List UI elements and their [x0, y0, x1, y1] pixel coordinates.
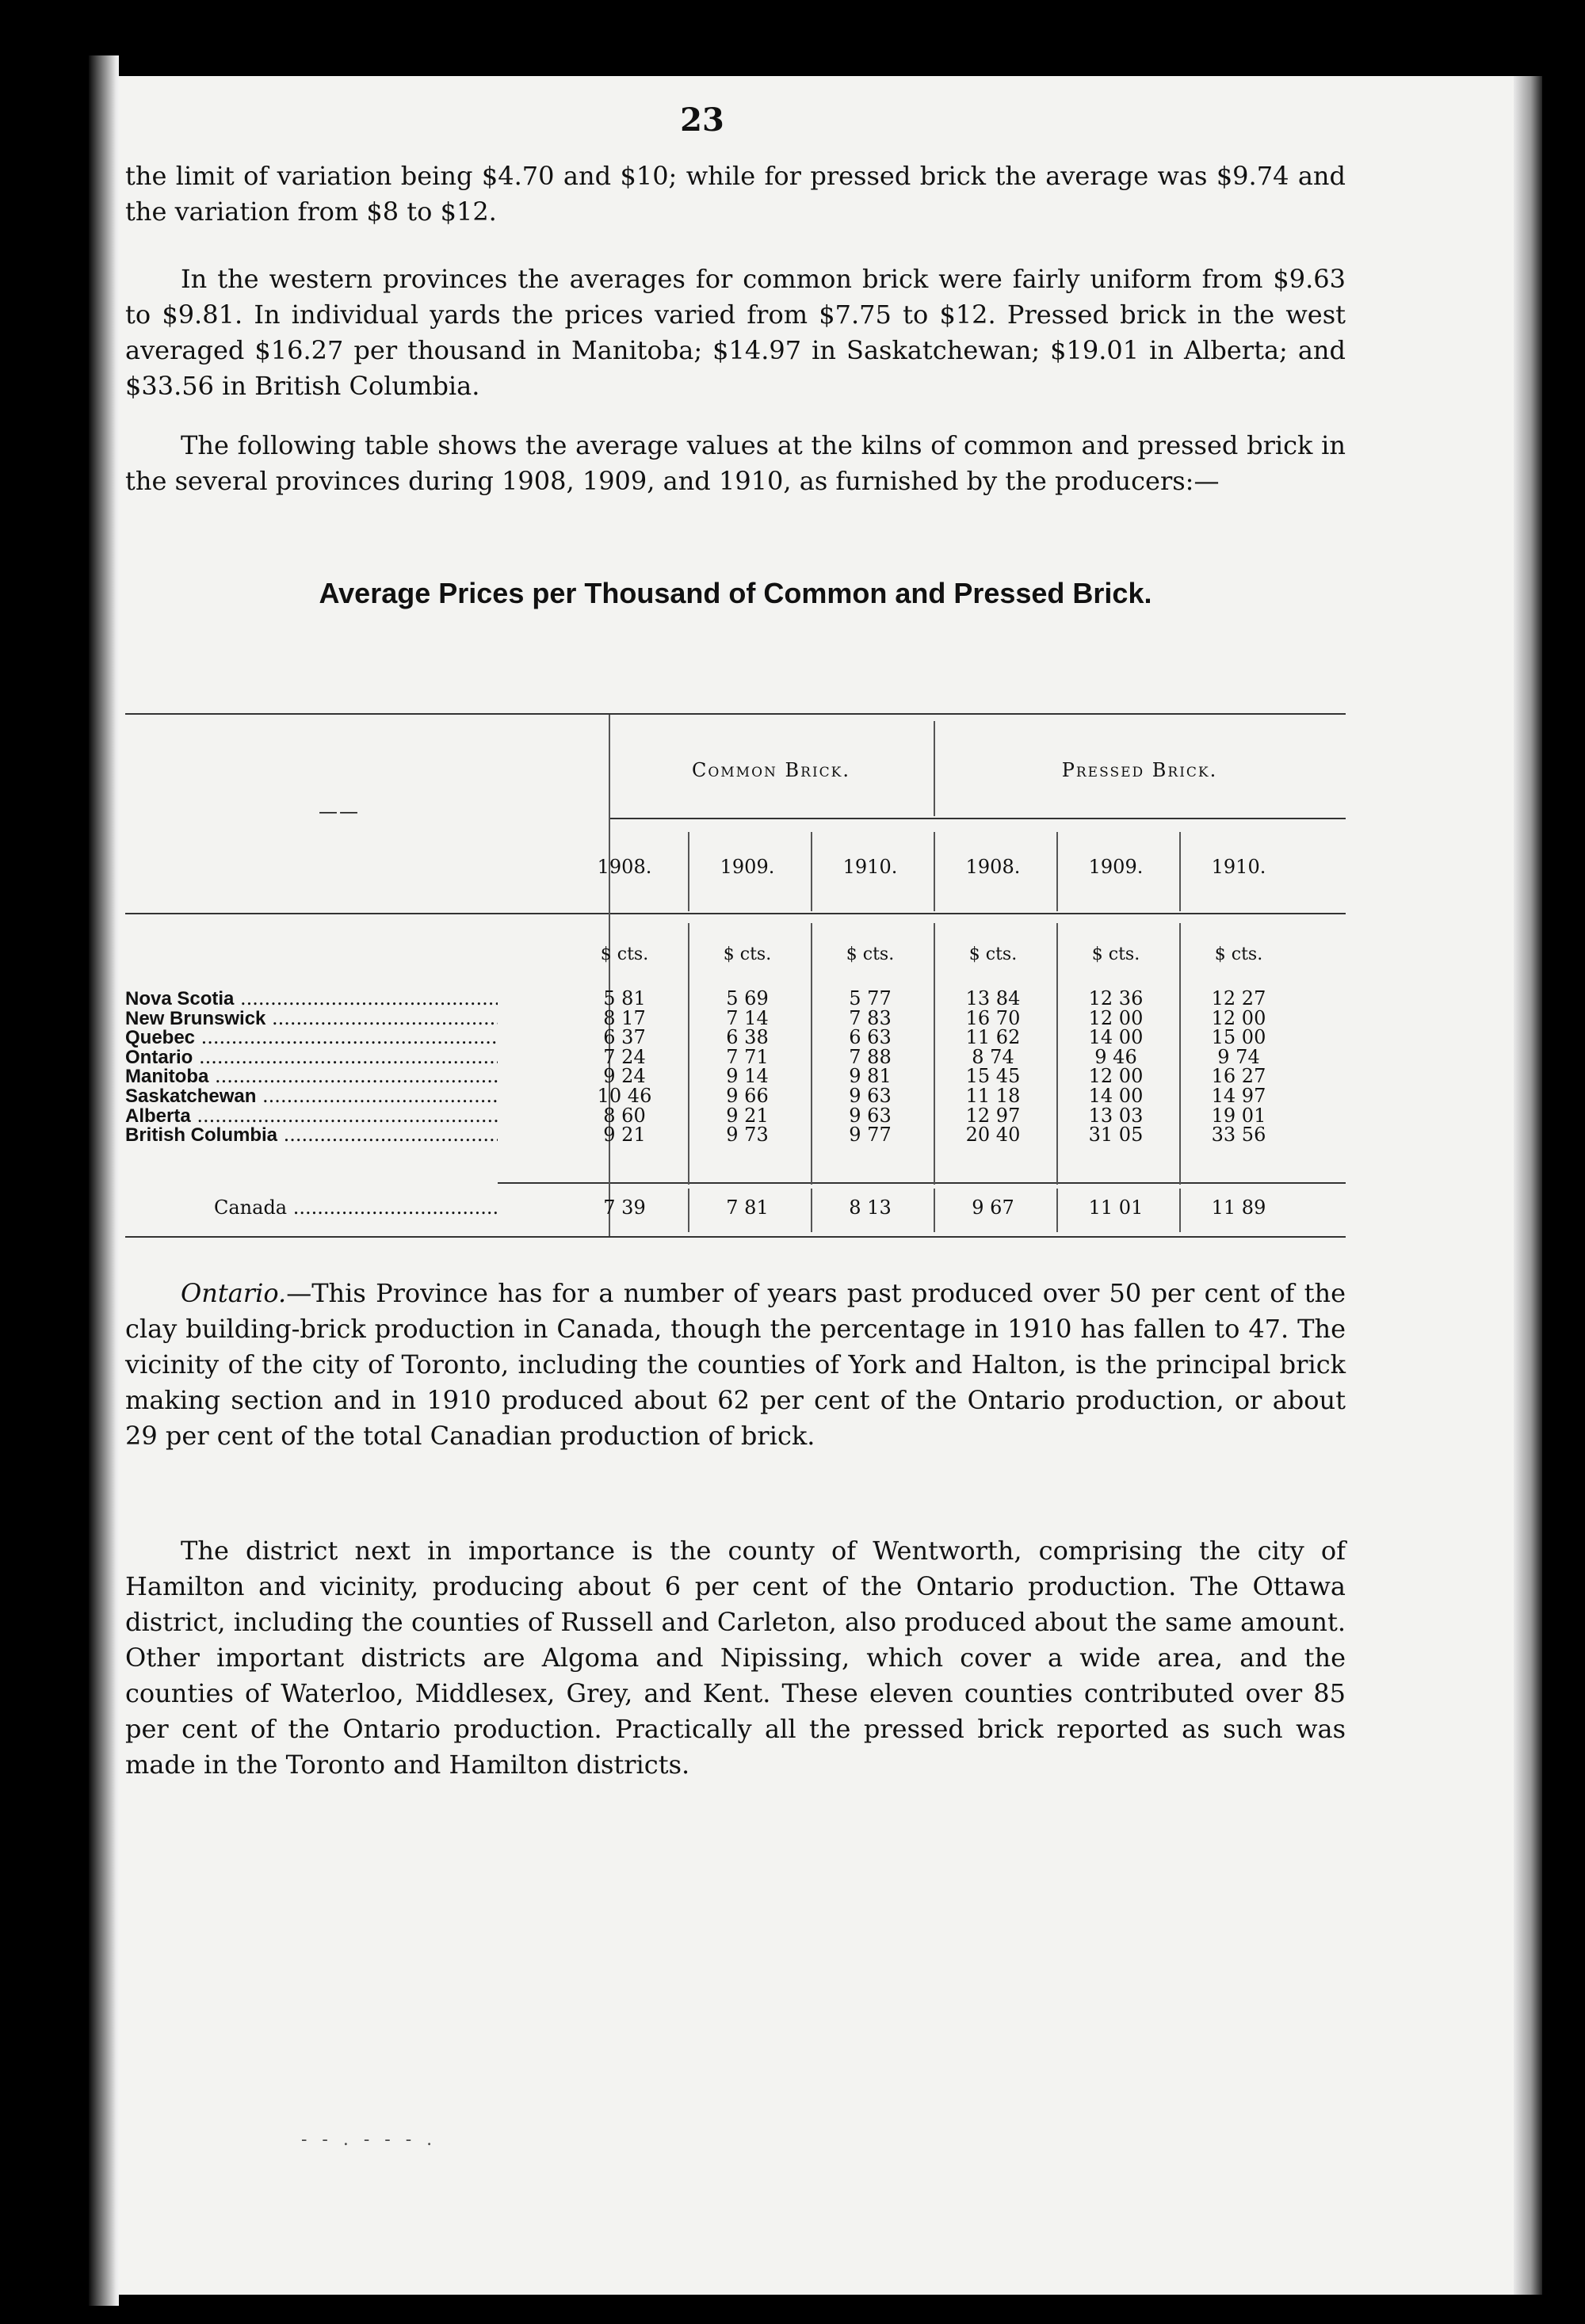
table-cell: 11 18	[965, 1085, 1021, 1107]
total-top-rule	[498, 1182, 1346, 1184]
year-header: 1910.	[1211, 856, 1266, 878]
total-cell: 8 13	[849, 1196, 892, 1219]
column-divider	[688, 923, 689, 1185]
table-cell: 13 03	[1088, 1104, 1144, 1127]
table-cell: 7 71	[726, 1045, 769, 1068]
table-cell: 9 46	[1094, 1045, 1137, 1068]
column-divider	[1179, 832, 1181, 911]
page-number: 23	[680, 101, 724, 139]
paragraph-ontario	[125, 1276, 1346, 1454]
total-row-label: Canada .....	[125, 1198, 498, 1217]
table-cell: 10 46	[597, 1085, 652, 1107]
table-row-label: Alberta .....	[125, 1106, 498, 1126]
paragraph-wentworth-text: The district next in importance is the county of Wentworth, comprising the city of Hamilton and vicinity, producing about 6 per cent of the Ontario production. The Ottawa district, including the counties of Russell and Carleton, also produced about the same amount. Other important districts are Algoma and Nipissing, which cover a wide area, and the counties of Waterloo, Middlesex, Grey, and Kent. These eleven counties contributed over 85 per cent of the Ontario production. Practically all the pressed brick reported as such was made in the Toronto and Hamilton districts.	[125, 1536, 1346, 1780]
paragraph-1-text: the limit of variation being $4.70 and $10; while for pressed brick the average was $9.74 and the variation from $8 to $12.	[125, 161, 1346, 227]
year-header: 1908.	[965, 856, 1021, 878]
ontario-text: —This Province has for a number of years past produced over 50 per cent of the clay building-brick production in Canada, though the percentage in 1910 has fallen to 47. The vicinity of the city of Toronto, including the counties of York and Halton, is the principal brick making section and in 1910 produced about 62 per cent of the Ontario production, or about 29 per cent of the total Canadian production of brick.	[125, 1278, 1346, 1451]
year-header: 1909.	[720, 856, 775, 878]
table-row-label: Manitoba .....	[125, 1067, 498, 1086]
total-cell: 9 67	[972, 1196, 1014, 1219]
table-cell: 5 77	[849, 987, 892, 1009]
column-divider	[1056, 923, 1058, 1185]
price-table	[125, 634, 1346, 1268]
table-cell: 16 27	[1211, 1065, 1266, 1088]
header-mid-rule	[609, 818, 1346, 819]
scan-marks: - - . - - - .	[301, 2130, 437, 2150]
table-bottom-rule	[125, 1236, 1346, 1238]
table-cell: 14 00	[1088, 1085, 1144, 1107]
table-cell: 12 97	[965, 1104, 1021, 1127]
stub-divider	[609, 715, 610, 1236]
table-row-label: British Columbia .....	[125, 1125, 498, 1145]
table-cell: 12 00	[1211, 1006, 1266, 1029]
table-cell: 16 70	[965, 1006, 1021, 1029]
paragraph-1	[125, 158, 1346, 230]
units-header: $ cts.	[968, 944, 1018, 964]
column-divider	[811, 832, 812, 911]
table-cell: 9 14	[726, 1065, 769, 1088]
paragraph-2-text: In the western provinces the averages for common brick were fairly uniform from $9.63 to $9.81. In individual yards the prices varied from $7.75 to $12. Pressed brick in the west averaged $16.27 per thousand in Manitoba; $14.97 in Saskatchewan; $19.01 in Alberta; and $33.56 in British Columbia.	[125, 264, 1346, 401]
total-cell: 11 89	[1211, 1196, 1266, 1219]
header-bottom-rule	[125, 913, 1346, 914]
year-header: 1909.	[1088, 856, 1144, 878]
column-divider	[688, 832, 689, 911]
column-divider	[934, 923, 935, 1185]
column-divider	[934, 832, 935, 911]
column-divider	[934, 1189, 935, 1232]
table-cell: 7 88	[849, 1045, 892, 1068]
table-cell: 14 97	[1211, 1085, 1266, 1107]
column-group-common-brick: Common Brick.	[691, 759, 851, 781]
year-header: 1908.	[597, 856, 652, 878]
table-cell: 20 40	[965, 1124, 1021, 1147]
table-cell: 13 84	[965, 987, 1021, 1009]
paragraph-3-text: The following table shows the average values at the kilns of common and pressed brick in the several provinces during 1908, 1909, and 1910, as furnished by the producers:—	[125, 430, 1346, 496]
table-cell: 19 01	[1211, 1104, 1266, 1127]
table-cell: 9 21	[726, 1104, 769, 1127]
year-header: 1910.	[842, 856, 898, 878]
table-cell: 33 56	[1211, 1124, 1266, 1147]
table-top-rule	[125, 713, 1346, 715]
table-cell: 9 74	[1217, 1045, 1260, 1068]
scan-left-edge	[89, 55, 119, 2306]
column-divider	[1056, 832, 1058, 911]
table-cell: 6 37	[603, 1026, 646, 1049]
table-cell: 6 63	[849, 1026, 892, 1049]
table-title: Average Prices per Thousand of Common and Pressed Brick.	[319, 577, 1152, 609]
total-cell: 11 01	[1088, 1196, 1144, 1219]
paragraph-wentworth	[125, 1533, 1346, 1783]
table-row-label: Quebec .....	[125, 1028, 498, 1048]
column-divider	[811, 1189, 812, 1232]
table-row-label: Nova Scotia .....	[125, 989, 498, 1009]
table-cell: 9 81	[849, 1065, 892, 1088]
table-cell: 12 00	[1088, 1006, 1144, 1029]
table-cell: 11 62	[965, 1026, 1021, 1049]
paragraph-3	[125, 428, 1346, 499]
ontario-heading: Ontario.	[181, 1278, 287, 1308]
table-cell: 5 81	[603, 987, 646, 1009]
table-cell: 6 38	[726, 1026, 769, 1049]
units-header: $ cts.	[1091, 944, 1140, 964]
column-divider	[688, 1189, 689, 1232]
total-cell: 7 39	[603, 1196, 646, 1219]
table-cell: 7 14	[726, 1006, 769, 1029]
total-cell: 7 81	[726, 1196, 769, 1219]
table-cell: 8 17	[603, 1006, 646, 1029]
table-cell: 9 73	[726, 1124, 769, 1147]
table-cell: 9 21	[603, 1124, 646, 1147]
table-cell: 8 74	[972, 1045, 1014, 1068]
column-divider	[1179, 1189, 1181, 1232]
table-cell: 12 36	[1088, 987, 1144, 1009]
table-cell: 12 27	[1211, 987, 1266, 1009]
table-cell: 7 24	[603, 1045, 646, 1068]
column-divider	[1056, 1189, 1058, 1232]
table-row-label: New Brunswick .....	[125, 1009, 498, 1028]
column-divider	[1179, 923, 1181, 1185]
units-header: $ cts.	[600, 944, 649, 964]
table-cell: 9 63	[849, 1104, 892, 1127]
units-header: $ cts.	[723, 944, 772, 964]
table-cell: 9 77	[849, 1124, 892, 1147]
table-cell: 14 00	[1088, 1026, 1144, 1049]
column-divider	[811, 923, 812, 1185]
table-cell: 9 66	[726, 1085, 769, 1107]
table-cell: 15 00	[1211, 1026, 1266, 1049]
table-cell: 9 24	[603, 1065, 646, 1088]
table-cell: 15 45	[965, 1065, 1021, 1088]
column-group-pressed-brick: Pressed Brick.	[1061, 759, 1218, 781]
table-cell: 8 60	[603, 1104, 646, 1127]
units-header: $ cts.	[846, 944, 895, 964]
table-cell: 12 00	[1088, 1065, 1144, 1088]
paragraph-2	[125, 261, 1346, 404]
scan-right-edge	[1514, 76, 1542, 2295]
table-row-label: Ontario .....	[125, 1048, 498, 1067]
table-cell: 7 83	[849, 1006, 892, 1029]
stub-header: ——	[319, 800, 360, 822]
table-row-label: Saskatchewan .....	[125, 1086, 498, 1106]
table-cell: 9 63	[849, 1085, 892, 1107]
units-header: $ cts.	[1214, 944, 1263, 964]
table-cell: 31 05	[1088, 1124, 1144, 1147]
table-cell: 5 69	[726, 987, 769, 1009]
